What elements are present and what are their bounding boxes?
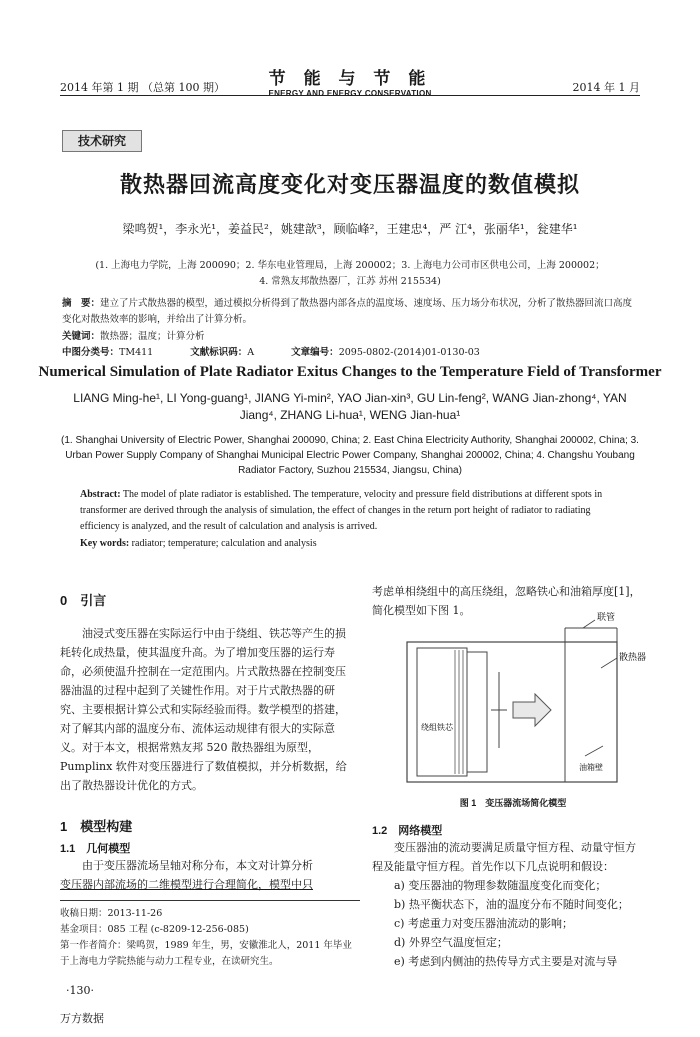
geometry-line: 由于变压器流场呈轴对称分布，本文对计算分析 <box>82 859 313 872</box>
label-pipe: 联管 <box>597 613 616 623</box>
authors-en: LIANG Ming-he¹, LI Yong-guang¹, JIANG Yi-min², YAO Jian-xin³, GU Lin-feng², WANG Jian-zhong⁴, YAN Jiang⁴, ZHANG Li-hua¹, WENG Jian-hua¹ <box>73 391 627 422</box>
list-item: e) 考虑到内侧油的热传导方式主要是对流与导 <box>394 955 618 968</box>
geometry-line: 变压器内部流场的二维模型进行合理简化，模型中只 <box>60 878 313 891</box>
footnote-received: 收稿日期：2013-11-26 <box>60 908 163 919</box>
section-1-2-heading: 1.2 网络模型 <box>372 825 443 837</box>
radiator-fins <box>455 650 463 774</box>
winding-block <box>467 652 487 772</box>
list-item: d) 外界空气温度恒定； <box>394 936 508 949</box>
abstract-en-text: The model of plate radiator is established. The temperature, velocity and pressure field distributions at different spots in transformer are derived through the analysis of simulation, the effect of changes in the return port height of radiator to radiating efficiency is analyzed, and the result of calculation and analysis is arrived. <box>80 489 603 532</box>
geometry-paragraph <box>60 856 354 894</box>
section-1-1-heading: 1.1 几何模型 <box>60 843 131 855</box>
figure-1-caption: 图 1 变压器流场简化模型 <box>459 798 567 808</box>
doc-label: 文献标识码： <box>190 347 248 358</box>
footnote-author: 第一作者简介：梁鸣贺，1989 年生，男，安徽淮北人，2011 年毕业于上海电力学院热能与动力工程专业，在读研究生。 <box>60 940 352 967</box>
keywords-en-text: radiator; temperature; calculation and analysis <box>131 538 317 549</box>
abstract-text: 建立了片式散热器的模型，通过模拟分析得到了散热器内部各点的温度场、速度场、压力场分布状况，分析了散热器回流口高度变化对散热效率的影响，并给出了计算分析。 <box>62 298 633 325</box>
clc-label: 中图分类号： <box>62 347 120 358</box>
authors-cn: 梁鸣贺¹，李永光¹，姜益民²，姚建歆³，顾临峰²，王建忠⁴，严 江⁴，张丽华¹，瓮建华¹ <box>122 222 578 236</box>
label-radiator: 散热器 <box>619 653 647 663</box>
abstract-cn <box>62 296 640 328</box>
keywords-en <box>80 538 317 549</box>
doc-value: A <box>247 347 255 358</box>
clc-value: TM411 <box>119 347 154 358</box>
journal-date: 2014 年 1 月 <box>572 81 640 94</box>
affiliation-line: 4. 常熟友邦散热器厂，江苏 苏州 215534) <box>259 276 441 287</box>
footnote-fund: 基金项目：085 工程 (c-8209-12-256-085) <box>60 924 249 935</box>
network-paragraph: 变压器油的流动要满足质量守恒方程、动量守恒方程及能量守恒方程。首先作以下几点说明和假设： <box>372 841 636 873</box>
page-number: ·130· <box>66 984 94 997</box>
classification-line <box>62 344 480 358</box>
core-block <box>417 648 467 776</box>
affiliation-line: (1. 上海电力学院，上海 200090；2. 华东电业管理局，上海 200002；3. 上海电力公司市区供电公司，上海 200002； <box>95 260 605 271</box>
header-rule <box>60 95 640 96</box>
tank-leader <box>585 746 603 756</box>
section-1-heading: 1 模型构建 <box>60 819 133 834</box>
footnote-rule <box>60 900 360 901</box>
watermark: 万方数据 <box>60 1013 104 1025</box>
article-label: 文章编号： <box>291 347 339 358</box>
paper-title: 散热器回流高度变化对变压器温度的数值模拟 <box>119 173 580 198</box>
intro-paragraph: 油浸式变压器在实际运行中由于绕组、铁芯等产生的损耗转化成热量，使其温度升高。为了增加变压器的运行寿命，必须使温升控制在一定范围内。片式散热器在控制变压器油温的过程中起到了关键性作用。对于片式散热器的研究、主要根据计算公式和实际经验而得。数学模型的搭建，对了解其内部的温度分布、流体运动规律有很大的实际意义。对于本文，根据常熟友邦 520 散热器组为原型，Pumplinx 软件对变压器进行了数值模拟，并分析数据，给出了散热器设计优化的方式。 <box>60 627 347 792</box>
abstract-label: 摘 要： <box>62 298 101 309</box>
abstract-en <box>80 487 630 535</box>
list-item: a) 变压器油的物理参数随温度变化而变化； <box>394 879 607 892</box>
journal-name-en: ENERGY AND ENERGY CONSERVATION <box>268 89 432 98</box>
keywords-en-label: Key words: <box>80 538 130 549</box>
list-item: b) 热平衡状态下，油的温度分布不随时间变化； <box>394 898 629 911</box>
journal-name-cn: 节 能 与 节 能 <box>268 69 432 89</box>
keywords-cn <box>62 328 205 342</box>
tank-outline <box>407 642 617 782</box>
flow-arrow-icon <box>513 694 551 726</box>
pipe-leader <box>583 620 595 628</box>
label-tank: 油箱壁 <box>579 763 603 772</box>
section-badge: 技术研究 <box>62 130 142 152</box>
affiliations-cn <box>70 258 630 290</box>
figure-1-diagram <box>395 608 647 788</box>
label-core: 绕组铁芯 <box>421 723 453 732</box>
journal-issue: 2014 年第 1 期 （总第 100 期） <box>60 81 225 94</box>
paper-title-en: Numerical Simulation of Plate Radiator Exitus Changes to the Temperature Field of Transformer <box>38 364 662 380</box>
list-item: c) 考虑重力对变压器油流动的影响； <box>394 917 573 930</box>
radiator-leader <box>601 658 617 668</box>
abstract-en-label: Abstract: <box>80 489 121 500</box>
footnotes <box>60 906 360 970</box>
article-value: 2095-0802-(2014)01-0130-03 <box>338 347 480 358</box>
assumption-list <box>394 876 644 971</box>
affiliations-en: (1. Shanghai University of Electric Power, Shanghai 200090, China; 2. East China Electricity Authority, Shanghai 200002, China; 3. Urban Power Supply Company of Shanghai Municipal Electric Power Company, Shanghai 200002, China; 4. Changshu Youbang Radiator Factory, Suzhou 215534, Jiangsu, China) <box>61 435 639 476</box>
keywords-label: 关键词： <box>62 331 101 342</box>
keywords-text: 散热器；温度；计算分析 <box>100 331 205 342</box>
figure-intro-paragraph: 考虑单相绕组中的高压绕组，忽略铁心和油箱厚度[1]，简化模型如下图 1。 <box>372 585 641 617</box>
section-0-heading: 0 引言 <box>60 593 107 608</box>
